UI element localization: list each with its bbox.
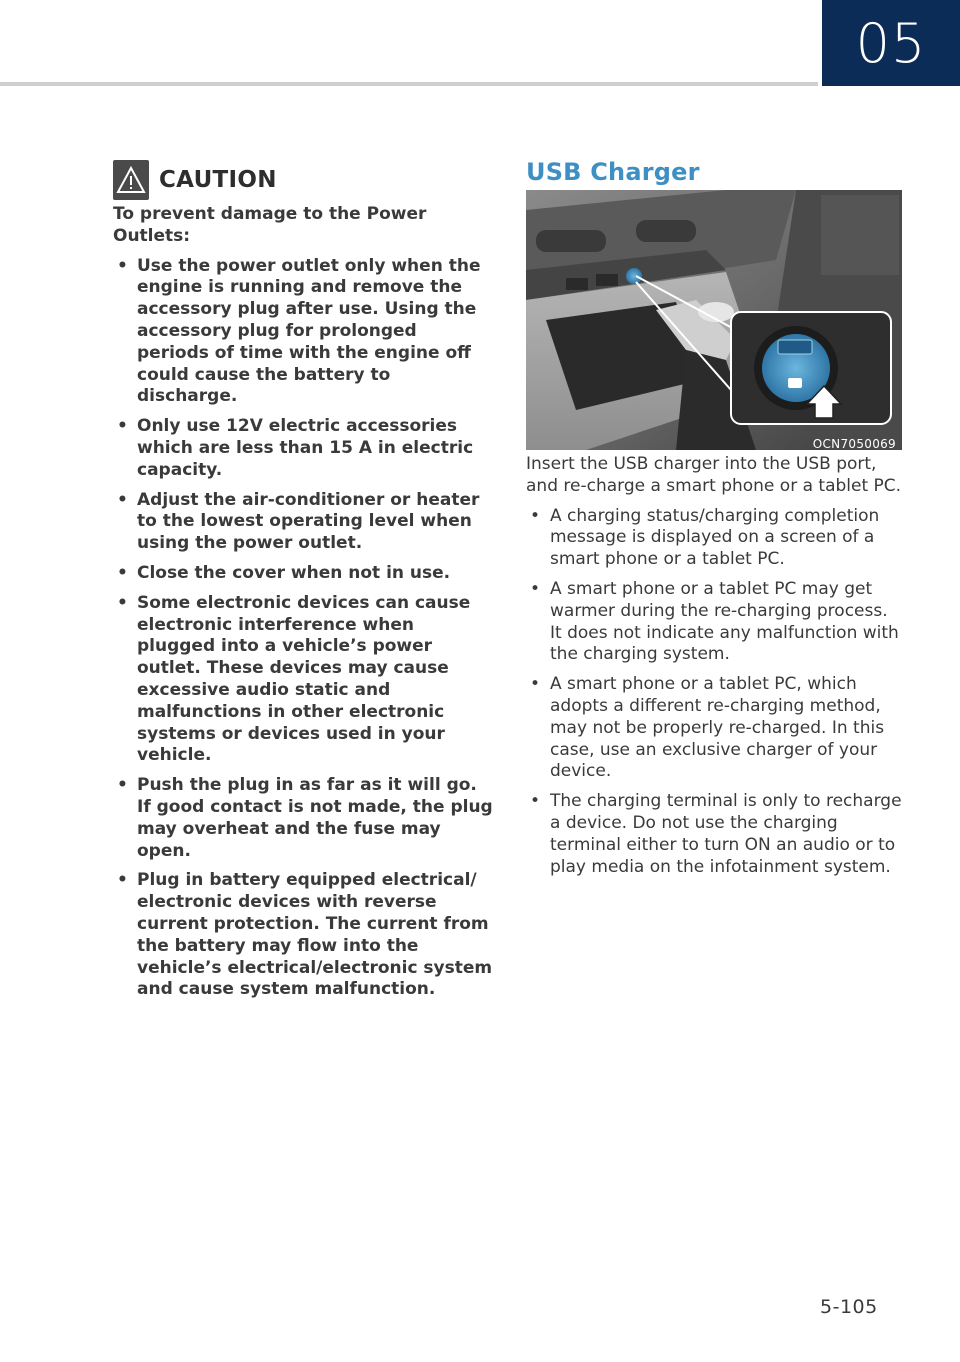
section-title: USB Charger — [526, 158, 700, 186]
list-item: • The charging terminal is only to recharge a device. Do not use the charging terminal either to turn ON an audio or to play media on the infotainment system. — [526, 791, 904, 878]
usb-body — [526, 454, 904, 886]
usb-charger-photo — [526, 190, 902, 450]
chapter-tab — [822, 0, 960, 86]
list-item: • Some electronic devices can cause electronic interference when plugged into a vehicle’s power outlet. These devices may cause excessive audio static and malfunctions in other electronic systems or devices used in your vehicle. — [113, 593, 493, 767]
list-item: • Push the plug in as far as it will go. If good contact is not made, the plug may overheat and the fuse may open. — [113, 775, 493, 862]
page-number: 5-105 — [820, 1296, 878, 1318]
list-item: • Use the power outlet only when the engine is running and remove the accessory plug after use. Using the accessory plug for prolonged periods of time with the engine off could cause the battery to discharge. — [113, 256, 493, 409]
list-item: • Adjust the air-conditioner or heater to the lowest operating level when using the power outlet. — [113, 490, 493, 555]
list-item: • Plug in battery equipped electrical/ electronic devices with reverse current protection. The current from the battery may flow into the vehicle’s electrical/electronic system and cause system malfunction. — [113, 870, 493, 1001]
header-rule — [0, 82, 818, 86]
list-item: • Close the cover when not in use. — [113, 563, 493, 585]
caution-body — [113, 204, 493, 1009]
caution-title: CAUTION — [159, 167, 277, 193]
list-item: • Only use 12V electric accessories which are less than 15 A in electric capacity. — [113, 416, 493, 481]
image-code: OCN7050069 — [812, 437, 896, 451]
list-item: • A smart phone or a tablet PC, which adopts a different re-charging method, may not be properly re-charged. In this case, use an exclusive charger of your device. — [526, 674, 904, 783]
chapter-number: 05 — [855, 11, 927, 75]
usb-list — [526, 506, 904, 879]
warning-triangle-icon — [113, 160, 149, 200]
usb-intro: Insert the USB charger into the USB port, and re-charge a smart phone or a tablet PC. — [526, 454, 902, 496]
list-item: • A charging status/charging completion message is displayed on a screen of a smart phone or a tablet PC. — [526, 506, 904, 571]
list-item: • A smart phone or a tablet PC may get warmer during the re-charging process. It does not indicate any malfunction with the charging system. — [526, 579, 904, 666]
caution-list — [113, 256, 493, 1002]
caution-header — [113, 160, 277, 200]
caution-intro: To prevent damage to the Power Outlets: — [113, 204, 427, 246]
